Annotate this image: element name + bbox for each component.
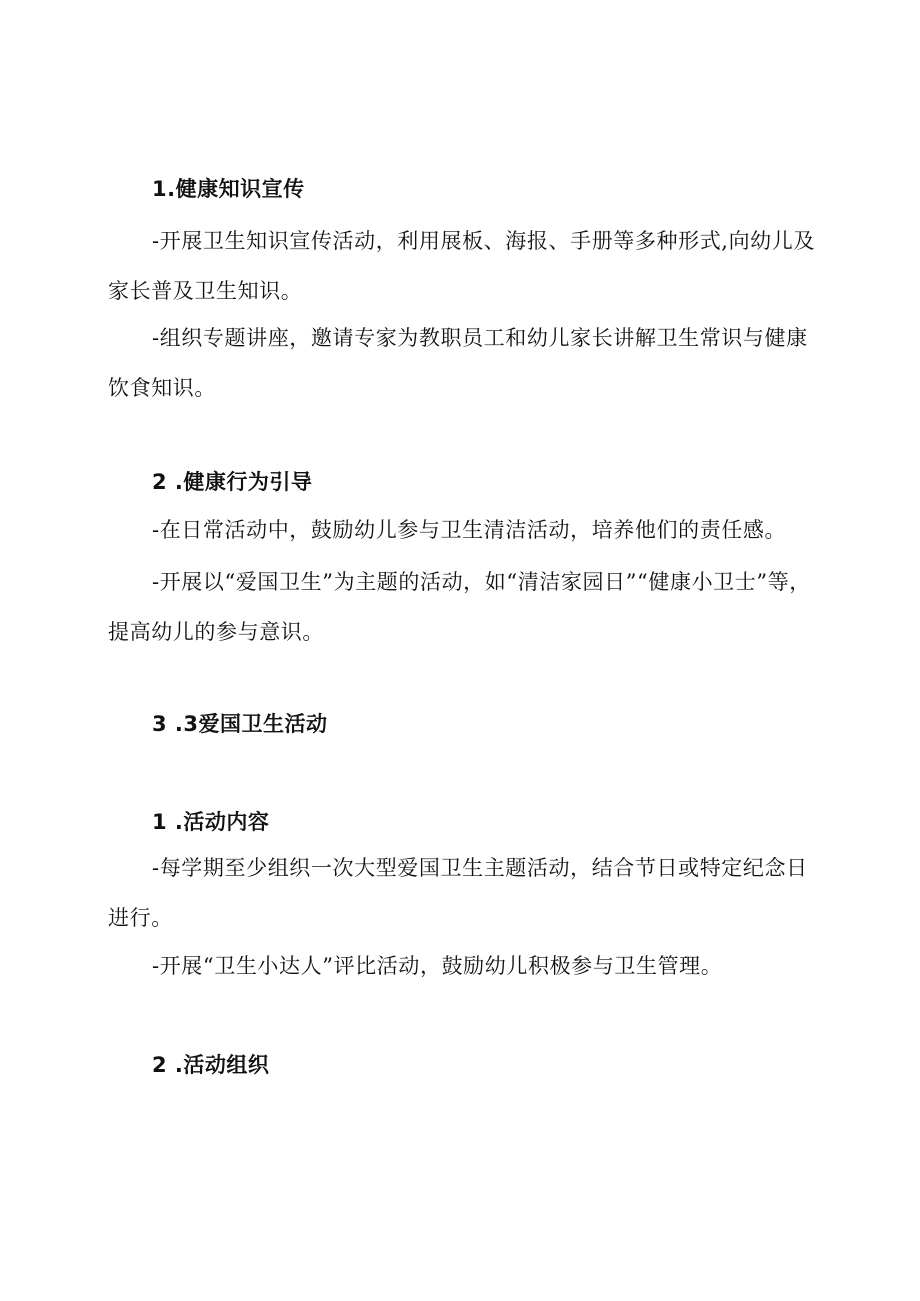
section-heading-activity-organization: 2 .活动组织 — [152, 1053, 270, 1077]
paragraph: -组织专题讲座，邀请专家为教职员工和幼儿家长讲解卫生常识与健康饮食知识。 — [108, 326, 808, 400]
paragraph: -在日常活动中，鼓励幼儿参与卫生清洁活动，培养他们的责任感。 — [152, 518, 787, 542]
section-heading-health-behavior: 2 .健康行为引导 — [152, 470, 313, 494]
section-heading-health-knowledge: 1.健康知识宣传 — [152, 177, 305, 201]
section-heading-patriotic-hygiene: 3 .3爱国卫生活动 — [152, 712, 328, 736]
section-heading-activity-content: 1 .活动内容 — [152, 810, 270, 834]
paragraph: -开展“卫生小达人”评比活动，鼓励幼儿积极参与卫生管理。 — [152, 954, 723, 978]
paragraph: -开展卫生知识宣传活动，利用展板、海报、手册等多种形式,向幼儿及家长普及卫生知识。 — [108, 229, 815, 303]
paragraph: -开展以“爱国卫生”为主题的活动，如“清洁家园日”“健康小卫士”等，提高幼儿的参与意识。 — [108, 570, 811, 644]
paragraph: -每学期至少组织一次大型爱国卫生主题活动，结合节日或特定纪念日进行。 — [108, 856, 808, 930]
